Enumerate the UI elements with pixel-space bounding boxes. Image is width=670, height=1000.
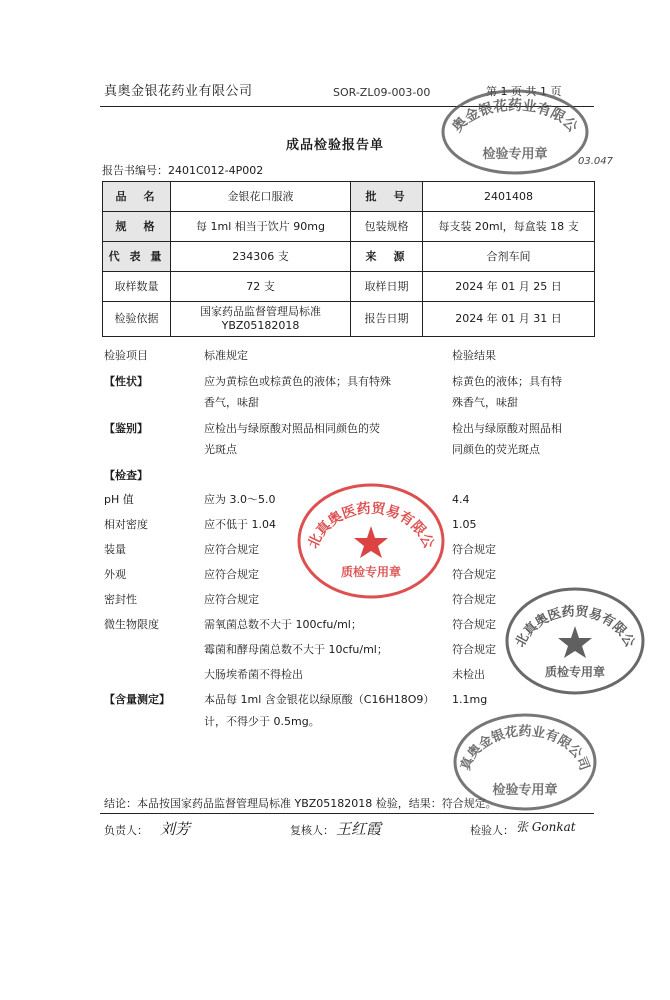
- table-row: [103, 242, 595, 272]
- company-name: 真奥金银花药业有限公司: [104, 84, 253, 99]
- report-date-value: 2024 年 01 月 31 日: [423, 302, 595, 337]
- svg-text:真奥金银花药业有限公司: [457, 724, 592, 773]
- microbial-result-1: 符合规定: [452, 618, 496, 631]
- section-inspection-label: 【检查】: [104, 469, 148, 482]
- trade-seal-middle-text: 湖北真奥医药贸易有限公司: [289, 470, 437, 551]
- product-name-label: 品 名: [103, 182, 171, 212]
- document-code: SOR-ZL09-003-00: [333, 86, 431, 99]
- exterior-result: 符合规定: [452, 568, 496, 581]
- basis-label: 检验依据: [103, 302, 171, 337]
- fill-result: 符合规定: [452, 543, 496, 556]
- table-row: [103, 212, 595, 242]
- trade-seal-middle-sub: 质检专用章: [340, 565, 402, 579]
- seal-result: 符合规定: [452, 593, 496, 606]
- identification-result-line-2: 同颜色的荧光斑点: [452, 443, 540, 456]
- trade-seal-right-sub: 质检专用章: [544, 665, 606, 679]
- company-seal-bottom-sub: 检验专用章: [492, 783, 558, 798]
- package-label: 包装规格: [351, 212, 423, 242]
- report-date-label: 报告日期: [351, 302, 423, 337]
- inspector-signature: 张 Gonkat: [516, 820, 576, 834]
- report-number: 报告书编号：2401C012-4P002: [102, 164, 264, 177]
- microbial-result-2: 符合规定: [452, 643, 496, 656]
- spec-value: 每 1ml 相当于饮片 90mg: [171, 212, 351, 242]
- appearance-standard-line-2: 香气，味甜: [204, 396, 259, 409]
- package-value: 每支装 20ml，每盒装 18 支: [423, 212, 595, 242]
- report-title: 成品检验报告单: [286, 138, 385, 153]
- exterior-standard: 应符合规定: [204, 568, 259, 581]
- basis-value: [171, 302, 351, 337]
- appearance-result-line-2: 殊香气，味甜: [452, 396, 518, 409]
- trade-seal-right-text: 湖北真奥医药贸易有限公司: [497, 575, 638, 650]
- company-seal-top-sub: 检验专用章: [482, 147, 548, 162]
- seal-label: 密封性: [104, 593, 137, 606]
- exterior-label: 外观: [104, 568, 126, 581]
- trade-seal-middle-stamp: [289, 470, 446, 600]
- representative-qty-value: 234306 支: [171, 242, 351, 272]
- handwritten-corner-mark: 03.047: [578, 156, 613, 167]
- seal-standard: 应符合规定: [204, 593, 259, 606]
- assay-standard-line-1: 本品每 1ml 含金银花以绿原酸（C16H18O9）: [204, 693, 435, 706]
- basis-line-2: YBZ05182018: [221, 319, 300, 332]
- batch-value: 2401408: [423, 182, 595, 212]
- inspector-label: 检验人：: [470, 824, 514, 837]
- sample-qty-label: 取样数量: [103, 272, 171, 302]
- microbial-label: 微生物限度: [104, 618, 159, 631]
- product-name-value: 金银花口服液: [171, 182, 351, 212]
- microbial-standard-3: 大肠埃希菌不得检出: [204, 668, 303, 681]
- conclusion-divider: [100, 813, 594, 814]
- table-row: [103, 182, 595, 212]
- sample-date-label: 取样日期: [351, 272, 423, 302]
- section-assay-label: 【含量测定】: [104, 693, 170, 706]
- identification-result-line-1: 检出与绿原酸对照品相: [452, 422, 562, 435]
- microbial-standard-1: 需氧菌总数不大于 100cfu/ml；: [204, 618, 362, 631]
- table-row: [103, 302, 595, 337]
- ph-standard: 应为 3.0～5.0: [204, 493, 276, 506]
- identification-standard-line-2: 光斑点: [204, 443, 237, 456]
- company-seal-top-text: 真奥金银花药业有限公司: [433, 76, 581, 136]
- appearance-result-line-1: 棕黄色的液体；具有特: [452, 375, 562, 388]
- sample-qty-value: 72 支: [171, 272, 351, 302]
- batch-label: 批 号: [351, 182, 423, 212]
- microbial-result-3: 未检出: [452, 668, 485, 681]
- basis-line-1: 国家药品监督管理局标准: [200, 305, 321, 318]
- responsible-signature: 刘芳: [160, 820, 191, 838]
- fill-label: 装量: [104, 543, 126, 556]
- ph-label: pH 值: [104, 493, 134, 506]
- column-header-item: 检验项目: [104, 349, 148, 362]
- company-seal-bottom-stamp: [452, 712, 598, 812]
- column-header-result: 检验结果: [452, 349, 496, 362]
- trade-seal-right-stamp: [497, 575, 646, 696]
- table-row: [103, 272, 595, 302]
- representative-qty-label: 代 表 量: [103, 242, 171, 272]
- assay-result: 1.1mg: [452, 693, 488, 706]
- assay-standard-line-2: 计，不得少于 0.5mg。: [204, 715, 320, 728]
- spec-label: 规 格: [103, 212, 171, 242]
- source-label: 来 源: [351, 242, 423, 272]
- microbial-standard-2: 霉菌和酵母菌总数不大于 10cfu/ml；: [204, 643, 388, 656]
- reviewer-signature: 王红霞: [336, 820, 382, 838]
- section-appearance-label: 【性状】: [104, 375, 148, 388]
- product-info-table: [102, 181, 595, 337]
- ph-result: 4.4: [452, 493, 470, 506]
- identification-standard-line-1: 应检出与绿原酸对照品相同颜色的荧: [204, 422, 380, 435]
- company-seal-bottom-text: 真奥金银花药业有限公司: [458, 724, 592, 773]
- reviewer-label: 复核人：: [290, 824, 334, 837]
- density-result: 1.05: [452, 518, 477, 531]
- sample-date-value: 2024 年 01 月 25 日: [423, 272, 595, 302]
- responsible-label: 负责人：: [104, 824, 148, 837]
- page-info: 第 1 页 共 1 页: [486, 85, 562, 98]
- section-identification-label: 【鉴别】: [104, 422, 148, 435]
- density-standard: 应不低于 1.04: [204, 518, 276, 531]
- column-header-standard: 标准规定: [204, 349, 248, 362]
- source-value: 合剂车间: [423, 242, 595, 272]
- appearance-standard-line-1: 应为黄棕色或棕黄色的液体；具有特殊: [204, 375, 391, 388]
- company-seal-top-stamp: [433, 76, 590, 176]
- fill-standard: 应符合规定: [204, 543, 259, 556]
- density-label: 相对密度: [104, 518, 148, 531]
- conclusion-text: 结论：本品按国家药品监督管理局标准 YBZ05182018 检验，结果：符合规定。: [104, 797, 497, 810]
